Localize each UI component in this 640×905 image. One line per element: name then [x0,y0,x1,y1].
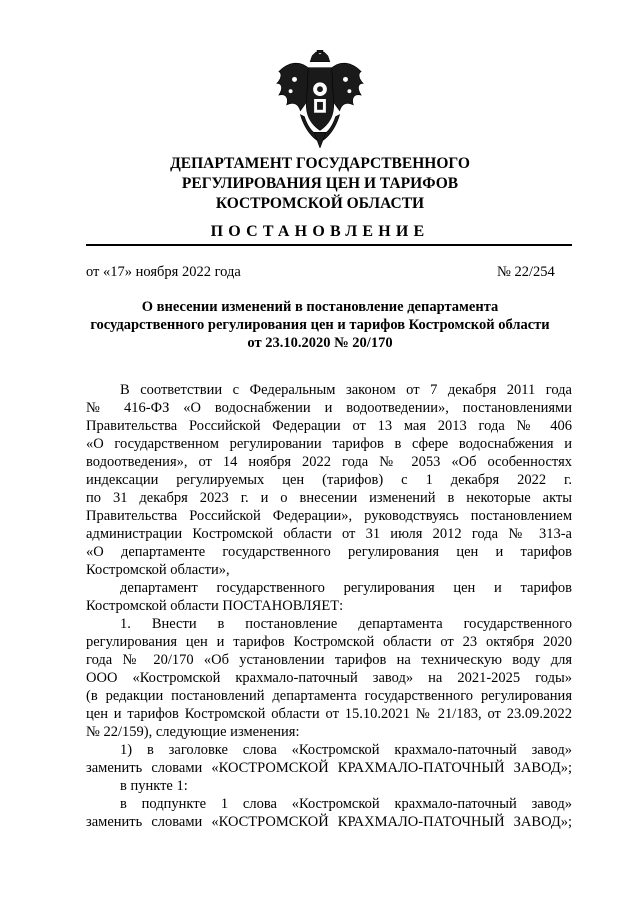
body-line: № 416-ФЗ «О водоснабжении и водоотведении», постановлениями [86,400,572,416]
org-name-line: ДЕПАРТАМЕНТ ГОСУДАРСТВЕННОГО [170,155,470,172]
body-line: № 22/159), следующие изменения: [86,724,300,740]
document-date: от «17» ноября 2022 года [86,264,241,280]
body-line: 1) в заголовке слова «Костромской крахмало-паточный завод» [120,742,572,758]
body-line: в подпункте 1 слова «Костромской крахмало-паточный завод» [120,796,572,812]
body-line: по 31 декабря 2023 г. и о внесении изменений в некоторые акты [86,490,572,506]
body-line: администрации Костромской области от 31 июля 2012 года № 313-а [86,526,572,542]
body-line: в пункте 1: [120,778,188,794]
body-line: «О департаменте государственного регулирования цен и тарифов [86,544,572,560]
body-line: цен и тарифов Костромской области от 15.10.2021 № 21/183, от 23.09.2022 [86,706,572,722]
body-line: года № 20/170 «Об установлении тарифов на техническую воду для [86,652,572,668]
body-line: 1. Внести в постановление департамента государственного [120,616,572,632]
body-line: заменить словами «КОСТРОМСКОЙ КРАХМАЛО-ПАТОЧНЫЙ ЗАВОД»; [86,814,572,830]
body-line: заменить словами «КОСТРОМСКОЙ КРАХМАЛО-ПАТОЧНЫЙ ЗАВОД»; [86,760,572,776]
org-name-line: КОСТРОМСКОЙ ОБЛАСТИ [215,195,425,212]
body-line: Правительства Российской Федерации от 13 мая 2013 года № 406 [86,418,572,434]
title-line: государственного регулирования цен и тарифов Костромской области [90,317,550,333]
body-line: Правительства Российской Федерации», руководствуясь постановлением [86,508,572,524]
document-number: № 22/254 [497,264,555,280]
body-line: «О государственном регулировании тарифов в сфере водоснабжения и [86,436,572,452]
body-line: Костромской области», [86,562,230,578]
document-type: ПОСТАНОВЛЕНИЕ [210,223,430,240]
org-name-line: РЕГУЛИРОВАНИЯ ЦЕН И ТАРИФОВ [181,175,459,192]
body-line: Костромской области ПОСТАНОВЛЯЕТ: [86,598,344,614]
body-line: В соответствии с Федеральным законом от 7 декабря 2011 года [120,382,572,398]
body-line: департамент государственного регулирования цен и тарифов [120,580,572,596]
title-line: О внесении изменений в постановление департамента [141,299,499,315]
title-line: от 23.10.2020 № 20/170 [247,335,393,351]
body-line: индексации регулируемых цен (тарифов) с 1 декабря 2022 г. [86,472,572,488]
body-line: ООО «Костромской крахмало-паточный завод» на 2021-2025 годы» [86,670,572,686]
body-line: регулирования цен и тарифов Костромской области от 23 октября 2020 [86,634,572,650]
body-line: водоотведения», от 14 ноября 2022 года № 2053 «Об особенностях [86,454,572,470]
header-divider [86,244,572,246]
coat-of-arms-emblem [271,50,369,148]
body-line: (в редакции постановлений департамента государственного регулирования [86,688,572,704]
